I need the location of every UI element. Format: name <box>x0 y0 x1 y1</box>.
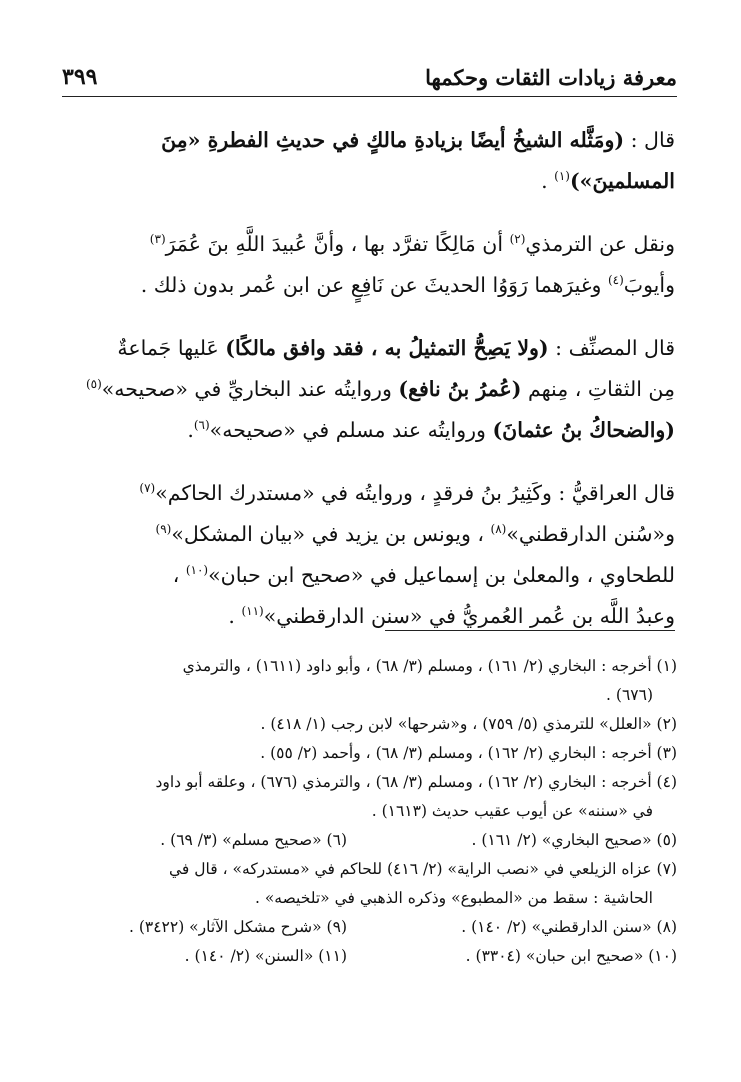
text-run: . <box>187 418 194 442</box>
footnote-ref[interactable]: (٧) <box>139 481 156 496</box>
text-line <box>64 120 675 161</box>
footnote-11: (١١) «السنن» (٢/ ١٤٠) . <box>184 947 347 965</box>
text-line <box>64 369 675 410</box>
footnote-10: (١٠) «صحيح ابن حبان» (٣٣٠٤) . <box>465 947 677 965</box>
footnote-1: (١) أخرجه : البخاري (٢/ ١٦١) ، ومسلم (٣/ ٦٨) ، وأبو داود (١٦١١) ، والترمذي <box>182 657 677 675</box>
header-divider <box>62 96 677 97</box>
footnote-ref[interactable]: (٩) <box>155 522 172 537</box>
text-run: أن مَالِكًا تفرَّد بها ، وأنَّ عُبيدَ اللَّهِ بنَ عُمَرَ <box>165 232 510 256</box>
footnote-ref[interactable]: (٤) <box>607 273 624 288</box>
footnote-8: (٨) «سنن الدارقطني» (٢/ ١٤٠) . <box>461 918 677 936</box>
narrator-name: (عُمرُ بنُ نافع) <box>398 377 522 401</box>
footnote-9: (٩) «شرح مشكل الآثار» (٣٤٢٢) . <box>128 918 347 936</box>
text-line <box>64 161 675 202</box>
text-run: . <box>541 169 555 193</box>
text-line <box>64 555 675 596</box>
page-number: ٣٩٩ <box>62 64 98 90</box>
footnote-5: (٥) «صحيح البخاري» (٢/ ١٦١) . <box>471 831 677 849</box>
footnote-row <box>62 826 677 855</box>
footnote-4-continued: في «سننه» عن أيوب عقيب حديث (١٦١٣) . <box>371 802 653 820</box>
footnote-ref[interactable]: (٢) <box>509 232 526 247</box>
footnote-ref[interactable]: (٣) <box>149 232 166 247</box>
footnote-7-continued: الحاشية : سقط من «المطبوع» وذكره الذهبي في «تلخيصه» . <box>254 889 653 907</box>
text-run: عَليها جَماعةٌ <box>117 336 226 360</box>
text-run: قال : <box>624 128 675 152</box>
text-run: وغيرَهما رَوَوُا الحديثَ عن نَافِعٍ عن ابن عُمر بدون ذلك . <box>140 273 608 297</box>
footnote-ref[interactable]: (٦) <box>193 418 210 433</box>
paragraph-2 <box>64 224 675 306</box>
quoted-statement: المسلمينَ») <box>569 169 675 193</box>
footnote-7: (٧) عزاه الزيلعي في «نصب الراية» (٢/ ٤١٦) للحاكم في «مستدركه» ، قال في <box>169 860 677 878</box>
text-run: ، <box>172 563 186 587</box>
text-line <box>64 328 675 369</box>
footnote-row <box>62 913 677 942</box>
footnote-1-continued: (٦٧٦) . <box>606 686 653 704</box>
main-text <box>64 120 675 659</box>
running-title: معرفة زيادات الثقات وحكمها <box>425 65 677 90</box>
quoted-statement: (ولا يَصِحُّ التمثيلُ به ، فقد وافق مالكًا) <box>225 336 549 360</box>
narrator-name: (والضحاكُ بنُ عثمانَ) <box>492 418 675 442</box>
text-run: وروايتُه عند مسلم في «صحيحه» <box>209 418 493 442</box>
text-run: وعبدُ اللَّه بن عُمر العُمريُّ في «سنن الدارقطني» <box>263 604 675 628</box>
quoted-statement: (ومَثَّله الشيخُ أيضًا بزيادةِ مالكٍ في حديثِ الفطرةِ «مِنَ <box>161 128 625 152</box>
text-line <box>64 224 675 265</box>
footnote-2: (٢) «العلل» للترمذي (٥/ ٧٥٩) ، و«شرحها» لابن رجب (١/ ٤١٨) . <box>260 715 677 733</box>
footnotes-section <box>62 652 677 971</box>
footnote-divider <box>385 630 675 631</box>
text-run: مِن الثقاتِ ، مِنهم <box>521 377 675 401</box>
text-run: ونقل عن الترمذي <box>525 232 675 256</box>
footnote-ref[interactable]: (١٠) <box>185 563 209 578</box>
paragraph-1 <box>64 120 675 202</box>
footnote-ref[interactable]: (٥) <box>85 377 102 392</box>
footnote-ref[interactable]: (٨) <box>490 522 507 537</box>
footnote-4: (٤) أخرجه : البخاري (٢/ ١٦٢) ، ومسلم (٣/ ٦٨) ، والترمذي (٦٧٦) ، وعلقه أبو داود <box>155 773 677 791</box>
text-run: . <box>228 604 242 628</box>
page-header <box>62 58 677 90</box>
footnote-row <box>62 942 677 971</box>
text-run: ، ويونس بن يزيد في «بيان المشكل» <box>171 522 491 546</box>
text-line <box>64 265 675 306</box>
footnote-ref[interactable]: (١١) <box>241 604 264 619</box>
paragraph-3 <box>64 328 675 451</box>
footnote-3: (٣) أخرجه : البخاري (٢/ ١٦٢) ، ومسلم (٣/ ٦٨) ، وأحمد (٢/ ٥٥) . <box>260 744 677 762</box>
text-line <box>64 514 675 555</box>
text-run: قال العراقيُّ : وكَثِيرُ بنُ فرقدٍ ، وروايتُه في «مستدرك الحاكم» <box>155 481 675 505</box>
text-run: وروايتُه عند البخاريِّ في «صحيحه» <box>101 377 399 401</box>
text-run: قال المصنِّف : <box>548 336 675 360</box>
paragraph-4 <box>64 473 675 637</box>
footnote-6: (٦) «صحيح مسلم» (٣/ ٦٩) . <box>160 831 347 849</box>
text-run: للطحاوي ، والمعلىٰ بن إسماعيل في «صحيح ابن حبان» <box>208 563 675 587</box>
text-line <box>64 410 675 451</box>
footnote-ref[interactable]: (١) <box>554 169 570 184</box>
text-line <box>64 473 675 514</box>
text-run: وأيوبَ <box>623 273 675 297</box>
text-run: و«سُنن الدارقطني» <box>506 522 675 546</box>
